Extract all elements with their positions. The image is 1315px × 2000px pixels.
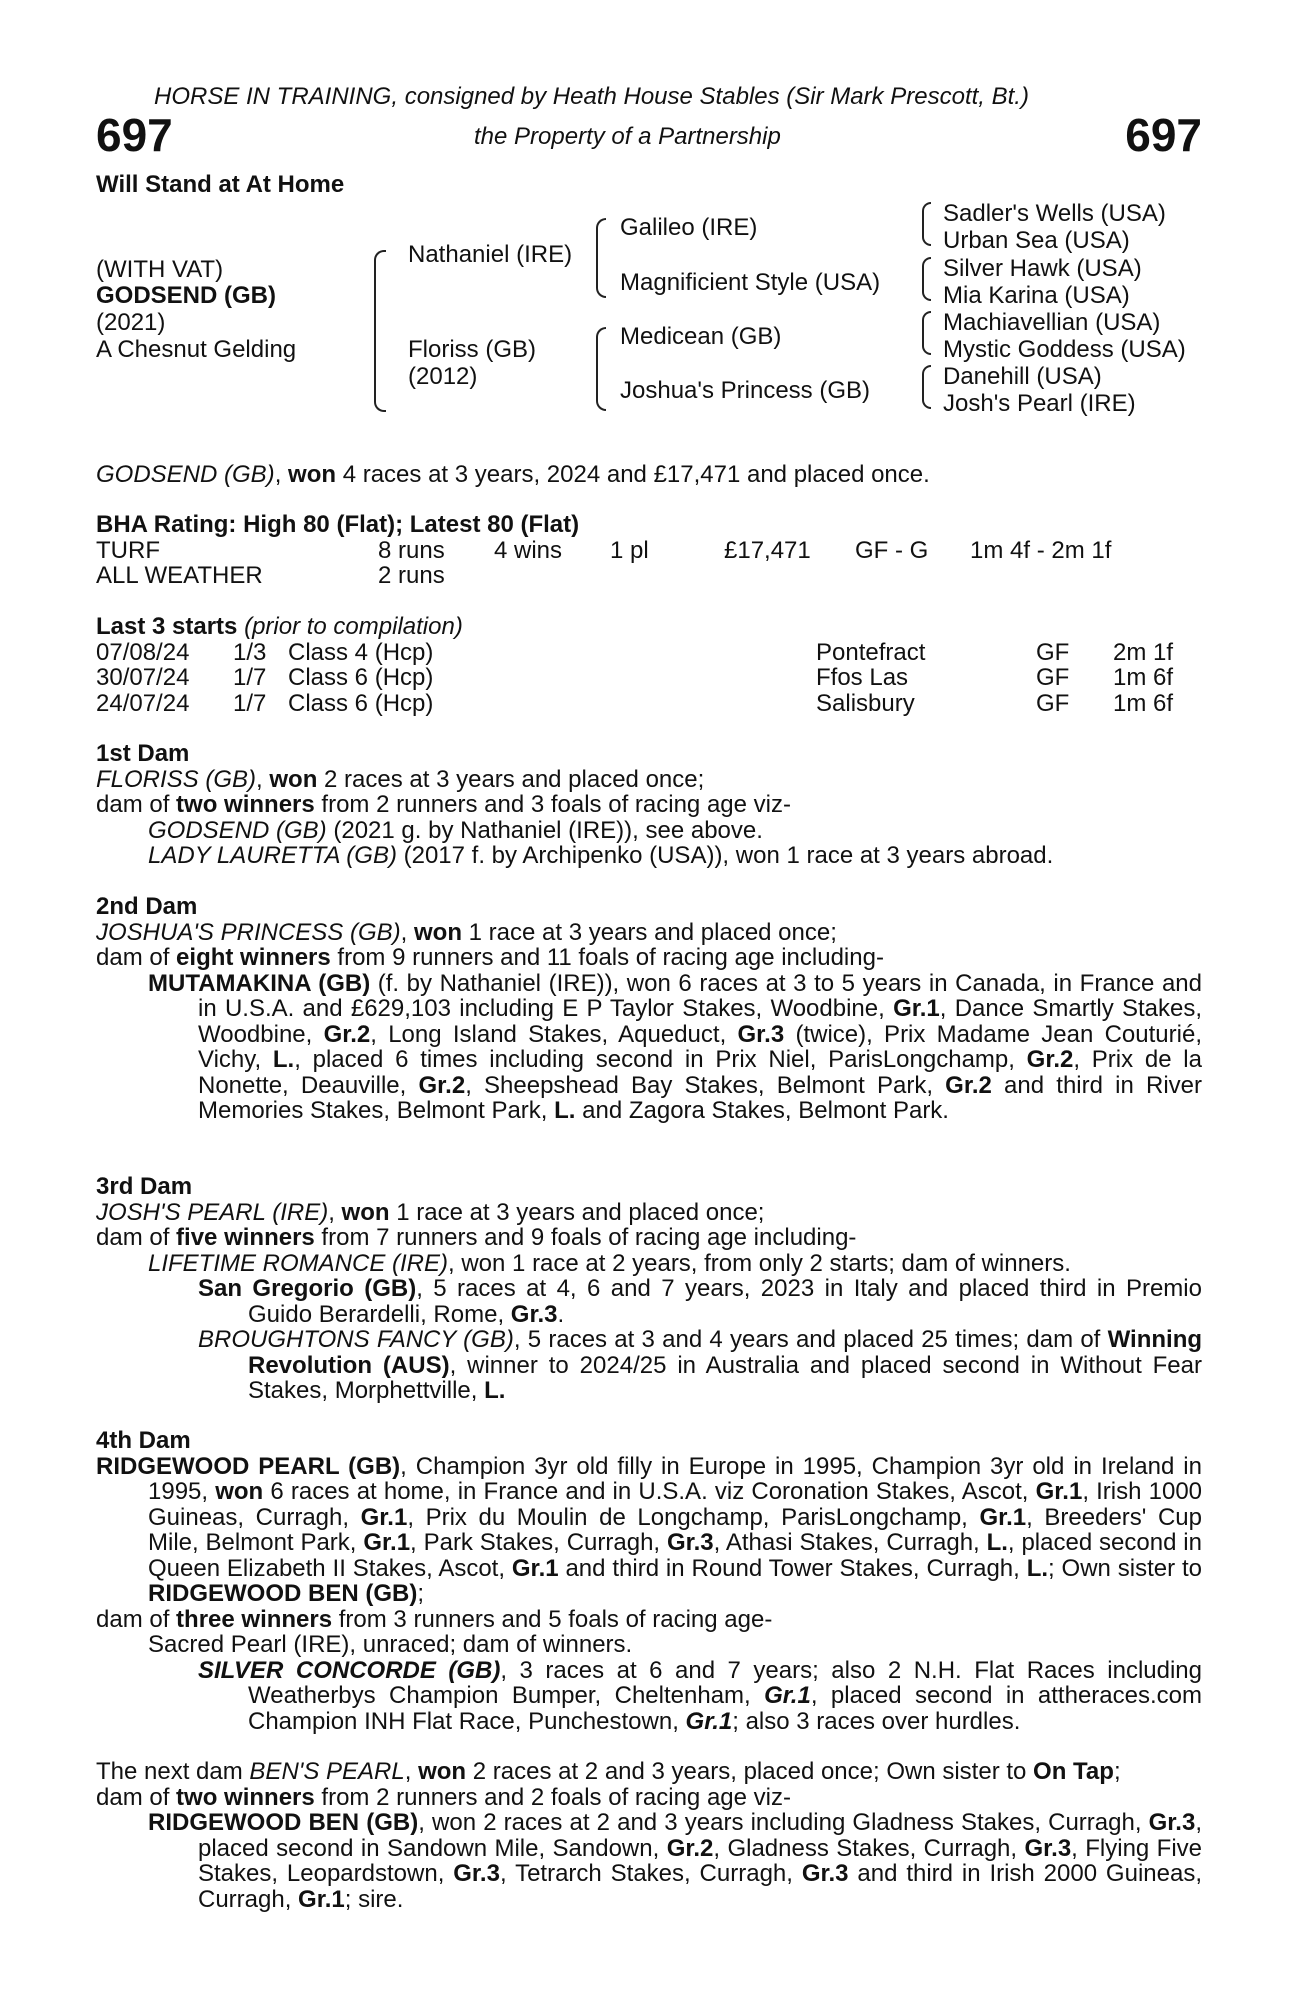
rating-runs: 2 runs: [378, 562, 445, 589]
offspring-name: GODSEND (GB): [148, 816, 327, 844]
record-text: , Irish 1000 Guineas, Curragh,: [148, 1478, 1203, 1531]
offspring-text: , 5 races at 3 and 4 years and placed 25 times; dam of: [513, 1326, 1108, 1353]
won-label: won: [215, 1478, 264, 1505]
offspring-text: , Long Island Stakes, Aqueduct,: [370, 1020, 738, 1048]
next-dam-produce: [96, 1785, 1202, 1811]
record-text: 6 races at home, in France and in U.S.A. viz Coronation Stakes, Ascot,: [263, 1478, 1036, 1505]
start-course: Salisbury: [816, 689, 915, 717]
third-dam-heading: 3rd Dam: [96, 1173, 193, 1200]
third-dam-section: [96, 1174, 1202, 1404]
winners-count: two winners: [176, 791, 315, 818]
offspring-entry: [96, 1251, 1202, 1277]
pedigree-brace-dd: [922, 365, 931, 409]
produce-text: from 9 runners and 11 foals of racing age including-: [330, 944, 884, 971]
pedigree-brace-main: [374, 250, 386, 412]
pedigree-dss: Machiavellian (USA): [943, 309, 1161, 336]
offspring-name: San Gregorio (GB): [198, 1275, 417, 1302]
offspring-entry: [96, 1276, 1202, 1327]
offspring-text: , Flying Five Stakes, Leopardstown,: [198, 1834, 1202, 1887]
rating-going: GF - G: [855, 536, 929, 564]
offspring-text: , won 1 race at 2 years, from only 2 starts; dam of winners.: [448, 1249, 1071, 1277]
vat-note: (WITH VAT): [96, 256, 224, 283]
last-starts-note: (prior to compilation): [244, 613, 463, 640]
pedigree-sds: Silver Hawk (USA): [943, 255, 1142, 282]
winners-count: five winners: [176, 1224, 315, 1251]
record-text: 2 races at 3 years and placed once;: [317, 765, 705, 793]
lot-number-right: 697: [1125, 109, 1202, 161]
pedigree-brace-ds: [922, 311, 931, 355]
grade-label: Gr.2: [1026, 1046, 1074, 1073]
offspring-name: MUTAMAKINA (GB): [148, 969, 371, 997]
second-dam-section: [96, 894, 1202, 1124]
grade-label: Gr.3: [737, 1020, 785, 1048]
start-row: [96, 640, 1202, 666]
grade-label: Gr.1: [1035, 1478, 1083, 1505]
pedigree-dds: Danehill (USA): [943, 363, 1102, 390]
rating-row: [96, 563, 1202, 589]
start-position: 1/7: [233, 689, 267, 717]
offspring-text: , won 2 races at 2 and 3 years including Gladness Stakes, Curragh,: [418, 1809, 1149, 1836]
pedigree-brace-sire: [596, 218, 606, 298]
pedigree-brace-sd: [922, 257, 931, 301]
record-text: ;: [417, 1580, 424, 1607]
offspring-text: and Zagora Stakes, Belmont Park.: [575, 1097, 949, 1124]
grade-label: Gr.1: [511, 1554, 559, 1582]
start-distance: 2m 1f: [1113, 638, 1174, 666]
listed-label: L.: [1026, 1554, 1049, 1582]
winners-count: eight winners: [176, 944, 331, 971]
grade-label: Gr.2: [418, 1071, 466, 1099]
stand-line: Will Stand at At Home: [96, 171, 345, 198]
record-text: , Prix du Moulin de Longchamp, ParisLongchamp,: [407, 1503, 980, 1531]
record-text: , Breeders' Cup Mile, Belmont Park,: [148, 1503, 1202, 1556]
dam-name: FLORISS (GB): [96, 765, 257, 793]
sister-name: RIDGEWOOD BEN (GB): [148, 1580, 418, 1607]
pedigree-dd: Joshua's Princess (GB): [620, 377, 870, 404]
grade-label: Gr.3: [510, 1300, 558, 1328]
offspring-text: .: [557, 1300, 565, 1328]
start-course: Ffos Las: [816, 664, 909, 691]
record-text: 2 races at 2 and 3 years, placed once; Own sister to: [466, 1758, 1034, 1785]
dam-name: JOSHUA'S PRINCESS (GB): [96, 918, 401, 946]
record-text: and third in Round Tower Stakes, Curragh,: [558, 1554, 1027, 1582]
offspring-text: (2021 g. by Nathaniel (IRE)), see above.: [326, 816, 763, 844]
offspring-entry: [96, 818, 1202, 844]
first-dam-record: FLORISS (GB), won 2 races at 3 years and placed once;: [96, 765, 705, 793]
pedigree-ddd: Josh's Pearl (IRE): [943, 390, 1136, 417]
offspring-name: Winning Revolution (AUS): [248, 1326, 1203, 1379]
grade-label: Gr.1: [298, 1885, 345, 1913]
offspring-text: , placed second in attheraces.com Champion INH Flat Race, Punchestown,: [248, 1682, 1202, 1735]
fourth-dam-produce: [96, 1607, 1202, 1633]
start-date: 30/07/24: [96, 664, 190, 691]
produce-text: from 2 runners and 3 foals of racing age viz-: [314, 791, 791, 818]
summary-won: won: [288, 461, 337, 488]
start-date: 24/07/24: [96, 689, 190, 717]
record-text: ;: [1113, 1758, 1121, 1785]
produce-text: dam of: [96, 791, 177, 818]
grade-label: Gr.3: [1148, 1809, 1196, 1836]
start-course: Pontefract: [816, 638, 926, 666]
grade-label: Gr.1: [979, 1503, 1027, 1531]
horse-year: (2021): [96, 309, 166, 336]
pedigree-sss: Sadler's Wells (USA): [943, 200, 1166, 227]
start-position: 1/3: [233, 638, 267, 666]
produce-text: dam of: [96, 1224, 177, 1251]
offspring-text: , 5 races at 4, 6 and 7 years, 2023 in Italy and placed third in Premio Guido Berardelli, Rome,: [248, 1275, 1202, 1328]
record-text: , placed second in Queen Elizabeth II Stakes, Ascot,: [148, 1529, 1202, 1582]
record-text: , Champion 3yr old filly in Europe in 1995, Champion 3yr old in Ireland in 1995,: [148, 1452, 1202, 1505]
offspring-entry: [96, 843, 1202, 869]
dam-name: RIDGEWOOD PEARL (GB): [96, 1452, 401, 1480]
won-label: won: [418, 1758, 467, 1785]
record-text: ,: [404, 1758, 419, 1785]
summary-rest: 4 races at 3 years, 2024 and £17,471 and placed once.: [336, 461, 930, 488]
pedigree-dam: Floriss (GB): [408, 336, 536, 363]
offspring-text: (twice), Prix Madame Jean Couturié, Vichy,: [198, 1020, 1202, 1073]
second-dam-record: JOSHUA'S PRINCESS (GB), won 1 race at 3 years and placed once;: [96, 918, 837, 946]
offspring-name: SILVER CONCORDE (GB): [198, 1656, 501, 1684]
offspring-name: LIFETIME ROMANCE (IRE): [148, 1249, 449, 1277]
dam-name: BEN'S PEARL: [249, 1758, 405, 1785]
record-text: , Park Stakes, Curragh,: [410, 1529, 667, 1556]
pedigree-sire: Nathaniel (IRE): [408, 241, 573, 268]
second-dam-produce: [96, 945, 1202, 971]
fourth-dam-section: [96, 1428, 1202, 1734]
pedigree-sd: Magnificient Style (USA): [620, 269, 881, 296]
won-label: won: [269, 765, 318, 793]
listed-label: L.: [484, 1377, 506, 1404]
start-position: 1/7: [233, 664, 267, 691]
rating-runs: 8 runs: [378, 536, 445, 564]
rating-surface: ALL WEATHER: [96, 562, 263, 589]
offspring-name: RIDGEWOOD BEN (GB): [148, 1809, 419, 1836]
last-starts-title: Last 3 starts: [96, 613, 238, 640]
offspring-text: , Dance Smartly Stakes, Woodbine,: [198, 995, 1202, 1048]
offspring-text: , Sheepshead Bay Stakes, Belmont Park,: [465, 1071, 946, 1099]
winners-count: three winners: [176, 1605, 333, 1633]
start-date: 07/08/24: [96, 638, 190, 666]
property-line: the Property of a Partnership: [474, 123, 781, 150]
grade-label: Gr.2: [945, 1071, 992, 1099]
dam-name: JOSH'S PEARL (IRE): [96, 1198, 329, 1226]
rating-row: [96, 538, 1202, 564]
horse-name: GODSEND (GB): [96, 282, 276, 309]
start-row: [96, 665, 1202, 691]
pedigree-ssd: Urban Sea (USA): [943, 227, 1130, 254]
start-distance: 1m 6f: [1113, 689, 1174, 717]
grade-label: Gr.3: [1024, 1834, 1072, 1862]
rating-prize: £17,471: [724, 536, 811, 564]
offspring-name: BROUGHTONS FANCY (GB): [198, 1326, 514, 1353]
produce-text: from 2 runners and 2 foals of racing age viz-: [314, 1783, 791, 1811]
start-race: Class 6 (Hcp): [288, 664, 434, 691]
third-dam-record: JOSH'S PEARL (IRE), won 1 race at 3 years and placed once;: [96, 1198, 765, 1226]
offspring-entry: [96, 1658, 1202, 1735]
produce-text: from 3 runners and 5 foals of racing age-: [332, 1605, 773, 1633]
offspring-name: LADY LAURETTA (GB): [148, 842, 397, 869]
grade-label: Gr.1: [360, 1503, 408, 1531]
offspring-text: , placed second in Sandown Mile, Sandown,: [198, 1809, 1202, 1862]
fourth-dam-heading: 4th Dam: [96, 1427, 191, 1454]
next-dam-record: [96, 1759, 1202, 1785]
rating-section: [96, 512, 1202, 589]
third-dam-produce: [96, 1225, 1202, 1251]
record-text: ; Own sister to: [1048, 1554, 1202, 1582]
grade-label: Gr.3: [666, 1529, 714, 1556]
offspring-entry: [96, 971, 1202, 1124]
race-summary: GODSEND (GB), won 4 races at 3 years, 2024 and £17,471 and placed once.: [96, 461, 930, 488]
produce-text: dam of: [96, 944, 177, 971]
rating-surface: TURF: [96, 536, 160, 564]
horse-description: A Chesnut Gelding: [96, 336, 297, 363]
pedigree-ss: Galileo (IRE): [620, 214, 758, 241]
start-race: Class 6 (Hcp): [288, 689, 434, 717]
offspring-text: , Tetrarch Stakes, Curragh,: [499, 1860, 802, 1887]
listed-label: L.: [272, 1046, 295, 1073]
first-dam-produce: [96, 792, 1202, 818]
offspring-text: , placed 6 times including second in Prix Niel, ParisLongchamp,: [294, 1046, 1027, 1073]
grade-label: Gr.1: [685, 1707, 733, 1735]
grade-label: Gr.1: [893, 995, 940, 1022]
grade-label: Gr.1: [764, 1682, 811, 1709]
offspring-text: , Gladness Stakes, Curragh,: [713, 1834, 1025, 1862]
record-text: The next dam: [96, 1758, 250, 1785]
first-dam-heading: 1st Dam: [96, 740, 190, 767]
offspring-text: and third in River Memories Stakes, Belmont Park,: [198, 1071, 1203, 1124]
lot-number-left: 697: [96, 109, 173, 161]
consignor-line: HORSE IN TRAINING, consigned by Heath House Stables (Sir Mark Prescott, Bt.): [154, 83, 1029, 110]
produce-text: dam of: [96, 1783, 177, 1811]
produce-text: dam of: [96, 1605, 177, 1633]
rating-wins: 4 wins: [494, 536, 563, 564]
produce-text: from 7 runners and 9 foals of racing age including-: [314, 1224, 857, 1251]
sister-name: On Tap: [1033, 1758, 1114, 1785]
record-text: , Athasi Stakes, Curragh,: [713, 1529, 987, 1556]
grade-label: Gr.3: [453, 1860, 500, 1887]
summary-horse-name: GODSEND (GB): [96, 461, 275, 488]
pedigree-sdd: Mia Karina (USA): [943, 282, 1130, 309]
record-text: 1 race at 3 years and placed once;: [389, 1198, 765, 1226]
last-starts-section: [96, 614, 1202, 716]
offspring-entry: [96, 1327, 1202, 1404]
pedigree-dam-year: (2012): [408, 363, 478, 390]
offspring-text: ; sire.: [344, 1885, 404, 1913]
offspring-text: (2017 f. by Archipenko (USA)), won 1 race at 3 years abroad.: [396, 842, 1054, 869]
start-race: Class 4 (Hcp): [288, 638, 434, 666]
grade-label: Gr.2: [323, 1020, 371, 1048]
offspring-text: , winner to 2024/25 in Australia and placed second in Without Fear Stakes, Morphettville,: [248, 1351, 1202, 1404]
grade-label: Gr.2: [666, 1834, 714, 1862]
won-label: won: [341, 1198, 390, 1226]
offspring-text: , Prix de la Nonette, Deauville,: [198, 1046, 1202, 1099]
listed-label: L.: [986, 1529, 1008, 1556]
first-dam-section: [96, 741, 1202, 869]
rating-placed: 1 pl: [610, 536, 649, 564]
offspring-text: (f. by Nathaniel (IRE)), won 6 races at 3 to 5 years in Canada, in France and in U.S.A. and £629,103 including E P Taylor Stakes, Woodbine,: [198, 969, 1202, 1022]
last-starts-heading: [96, 614, 1202, 640]
next-dam-section: [96, 1759, 1202, 1912]
winners-count: two winners: [176, 1783, 315, 1811]
start-going: GF: [1036, 689, 1070, 717]
rating-distance: 1m 4f - 2m 1f: [970, 536, 1112, 564]
offspring-text: , 3 races at 6 and 7 years; also 2 N.H. Flat Races including Weatherbys Champion Bumper, Cheltenham,: [248, 1656, 1202, 1709]
record-text: 1 race at 3 years and placed once;: [461, 918, 837, 946]
start-distance: 1m 6f: [1113, 664, 1174, 691]
pedigree-dsd: Mystic Goddess (USA): [943, 336, 1186, 363]
pedigree-ds: Medicean (GB): [620, 323, 782, 350]
rating-title: BHA Rating: High 80 (Flat); Latest 80 (Flat): [96, 511, 580, 538]
offspring-text: and third in Irish 2000 Guineas, Curragh,: [198, 1860, 1202, 1913]
listed-label: L.: [554, 1097, 576, 1124]
won-label: won: [413, 918, 462, 946]
fourth-dam-record: [96, 1454, 1202, 1607]
grade-label: Gr.3: [801, 1860, 849, 1887]
offspring-entry: Sacred Pearl (IRE), unraced; dam of winners.: [148, 1631, 633, 1658]
start-going: GF: [1036, 664, 1070, 691]
grade-label: Gr.1: [363, 1529, 411, 1556]
pedigree-brace-ss: [922, 202, 931, 246]
offspring-entry: [96, 1810, 1202, 1912]
second-dam-heading: 2nd Dam: [96, 893, 198, 920]
offspring-text: ; also 3 races over hurdles.: [732, 1707, 1021, 1735]
start-row: [96, 691, 1202, 717]
start-going: GF: [1036, 638, 1070, 666]
pedigree-brace-dam: [596, 327, 606, 411]
